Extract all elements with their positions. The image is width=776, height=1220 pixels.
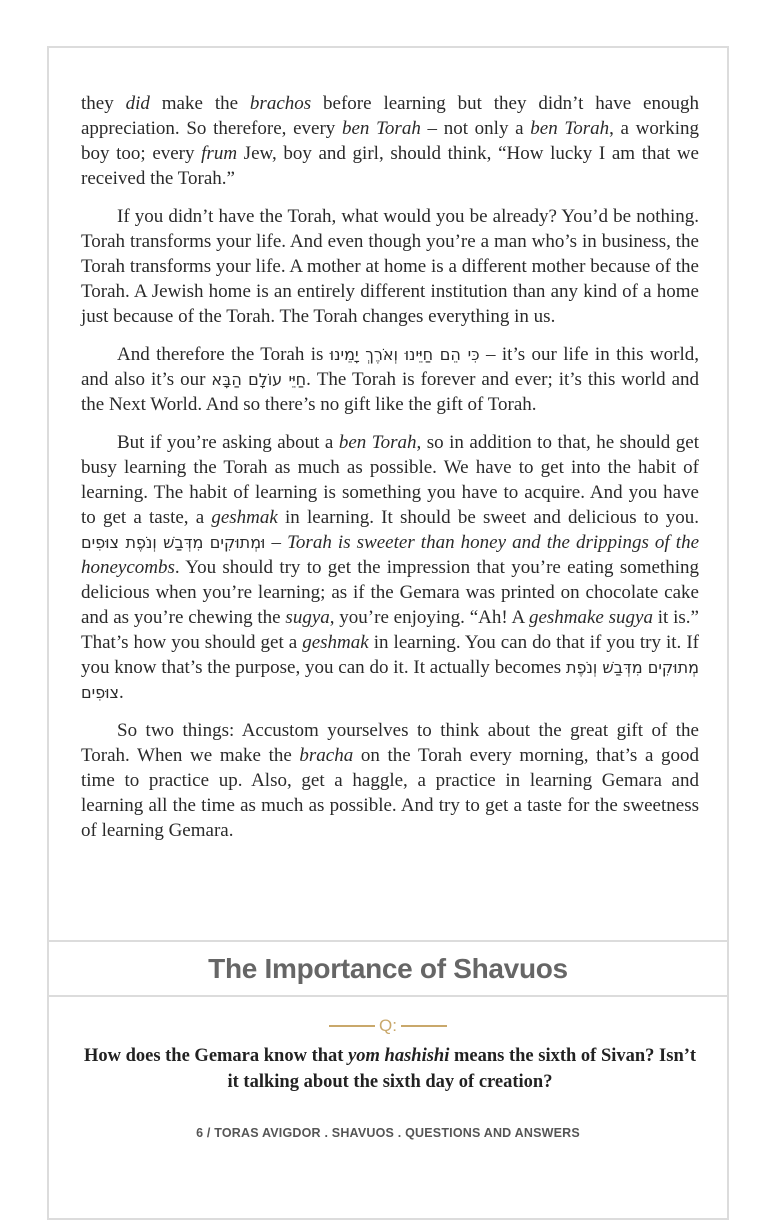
italic-term: ben Torah — [338, 432, 417, 453]
italic-term: did — [125, 93, 150, 114]
text-run: make the — [149, 93, 250, 114]
text-run: , a working boy too; every — [81, 118, 699, 164]
text-run: it is.” That’s how you should get a — [81, 607, 699, 653]
text-run: Jew, boy and girl, should think, “How lucky I am that we received the Torah.” — [81, 143, 699, 189]
text-run: – not only a — [420, 118, 531, 139]
text-run: And therefore the Torah is — [117, 344, 330, 365]
italic-term: geshmake sugya — [528, 607, 653, 628]
marker-line-left — [329, 1025, 375, 1027]
text-run: , so in addition to that, he should get busy learning the Torah as much as possible. We have to get into the habit of learning. The habit of learning is something you have to acquire. And you have to get a taste, a — [81, 432, 699, 528]
text-run: So two things: Accustom yourselves to think about the great gift of the Torah. When we make the — [81, 720, 699, 766]
italic-term: frum — [201, 143, 238, 164]
text-run: before learning but they didn’t have enough appreciation. So therefore, every — [81, 93, 699, 139]
hebrew-phrase: כִּי הֵם חַיֵּינוּ וְאֹרֶךְ יָמֵינוּ — [329, 345, 480, 364]
text-run: in learning. It should be sweet and delicious to you. — [277, 507, 699, 528]
italic-term: ben Torah — [341, 118, 421, 139]
question-marker — [49, 1016, 727, 1036]
marker-line-right — [401, 1025, 447, 1027]
paragraph — [81, 342, 699, 417]
body-text — [81, 91, 699, 856]
page-frame — [47, 46, 729, 1220]
italic-term: ben Torah — [530, 118, 610, 139]
question-marker-label: Q: — [379, 1016, 397, 1035]
text-run: . The Torah is forever and ever; it’s this world and the Next World. And so there’s no gift like the gift of Torah. — [81, 369, 700, 415]
paragraph — [81, 204, 699, 329]
italic-term: bracha — [299, 745, 354, 766]
question-text — [81, 1043, 699, 1095]
paragraph — [81, 91, 699, 191]
italic-term: geshmak — [302, 632, 369, 653]
section-divider-bottom — [49, 995, 727, 997]
hebrew-phrase: חַיֵּי עוֹלָם הַבָּא — [211, 370, 307, 389]
text-run: means the sixth of Sivan? Isn’t it talking about the sixth day of creation? — [227, 1046, 697, 1092]
italic-term: yom hashishi — [348, 1046, 450, 1066]
text-run: , you’re enjoying. “Ah! A — [329, 607, 529, 628]
text-run: How does the Gemara know that — [83, 1046, 349, 1066]
hebrew-phrase: מְתוּקִים מִדְּבַשׁ וְנֹפֶת צוּפִים — [81, 658, 700, 702]
text-run: they — [81, 93, 126, 114]
italic-term: sugya — [285, 607, 330, 628]
italic-term: brachos — [249, 93, 312, 114]
text-run: But if you’re asking about a — [117, 432, 339, 453]
text-run: – — [265, 532, 288, 553]
text-run: – it’s our life in this world, and also it’s our — [81, 344, 699, 390]
text-run: . You should try to get the impression that you’re eating something delicious when you’re learning; as if the Gemara was printed on chocolate cake and as you’re chewing the — [81, 557, 699, 628]
italic-term: geshmak — [211, 507, 278, 528]
text-run: . — [119, 682, 124, 703]
page-footer: 6 / TORAS AVIGDOR . SHAVUOS . QUESTIONS AND ANSWERS — [196, 1126, 580, 1140]
text-run: on the Torah every morning, that’s a good time to practice up. Also, get a haggle, a practice in learning Gemara and learning all the time as much as possible. And try to get a taste for the sweetness of learning Gemara. — [81, 745, 699, 841]
italic-term: Torah is sweeter than honey and the drippings of the honeycombs — [81, 532, 700, 578]
hebrew-phrase: וּמְתוּקִים מִדְּבַשׁ וְנֹפֶת צוּפִים — [81, 533, 266, 552]
text-run: If you didn’t have the Torah, what would you be already? You’d be nothing. Torah transforms your life. And even though you’re a man who’s in business, the Torah transforms your life. A mother at home is a different mother because of the Torah. A Jewish home is an entirely different institution than any kind of a home just because of the Torah. The Torah changes everything in us. — [81, 206, 699, 327]
paragraph — [81, 718, 699, 843]
section-title: The Importance of Shavuos — [208, 952, 568, 984]
text-run: in learning. You can do that if you try it. If you know that’s the purpose, you can do it. It actually becomes — [81, 632, 699, 678]
paragraph — [81, 430, 699, 705]
